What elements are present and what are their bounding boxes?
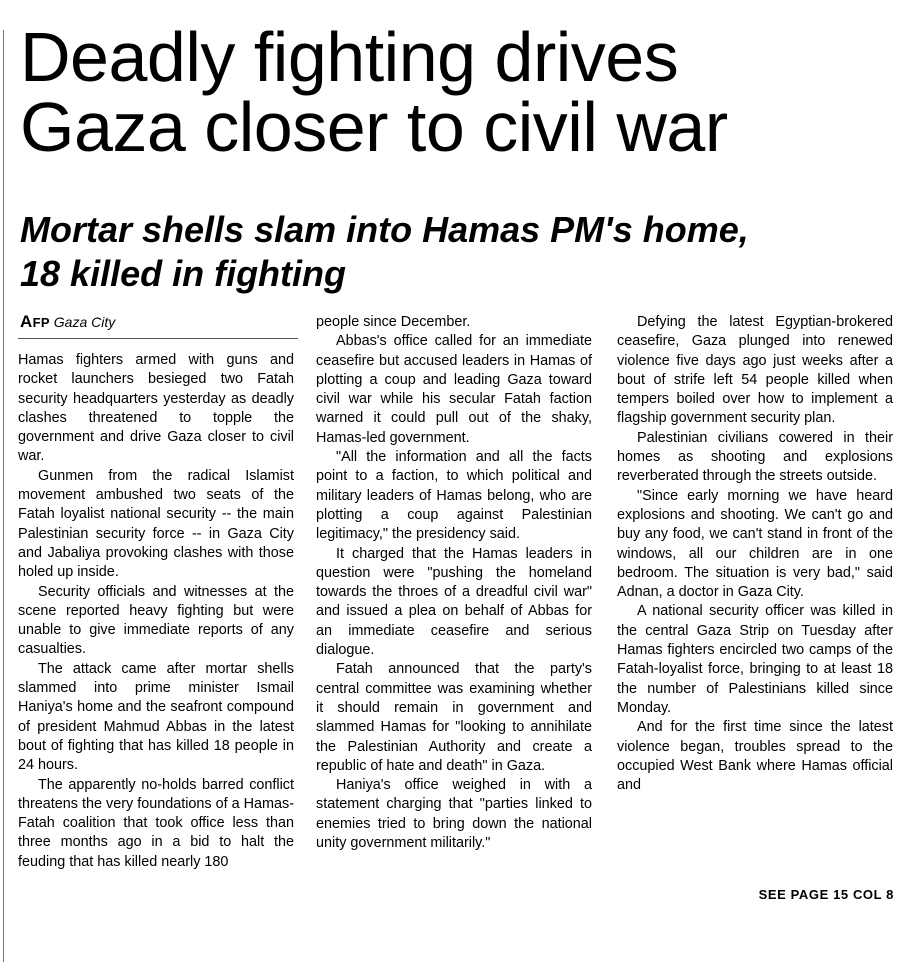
paragraph: Security officials and witnesses at the scene reported heavy fighting but were unable to give immediate reports of any casualties.	[18, 583, 294, 658]
paragraph: "Since early morning we have heard explosions and shooting. We can't go and buy any food, we can't stand in front of the windows, all our children are in one bedroom. The situation is very bad," said Adnan, a doctor in Gaza City.	[617, 487, 893, 601]
byline-agency-rest: FP	[32, 315, 50, 330]
article-column-2	[316, 313, 592, 853]
paragraph: people since December.	[316, 314, 471, 330]
headline	[20, 18, 900, 166]
paragraph: Gunmen from the radical Islamist movement ambushed two seats of the Fatah loyalist national security -- the main Palestinian security force -- in Gaza City and Jabaliya provoking clashes with those holed up inside.	[18, 467, 294, 581]
byline-rule	[18, 338, 298, 339]
byline-agency-initial: A	[20, 312, 33, 331]
subheadline-line-2: 18 killed in fighting	[20, 253, 347, 294]
paragraph: It charged that the Hamas leaders in question were "pushing the homeland towards the throes of a dreadful civil war" and issued a plea on behalf of Abbas for an immediate ceasefire and serious dialogue.	[316, 545, 592, 659]
subheadline-line-1: Mortar shells slam into Hamas PM's home,	[20, 209, 749, 250]
article-column-1	[18, 351, 294, 872]
paragraph: "All the information and all the facts point to a faction, to which political and military leaders of Hamas belong, who are plotting a coup against Palestinian legitimacy," the presidency said.	[316, 449, 592, 543]
headline-line-1: Deadly fighting drives	[20, 18, 679, 96]
paragraph: The attack came after mortar shells slammed into prime minister Ismail Haniya's home and the seafront compound of president Mahmud Abbas in the latest bout of fighting that has killed 18 people in 24 hours.	[18, 660, 294, 774]
article-column-3	[617, 313, 893, 795]
byline-dateline: Gaza City	[53, 314, 116, 330]
byline	[20, 312, 300, 333]
headline-line-2: Gaza closer to civil war	[20, 88, 728, 166]
paragraph: Defying the latest Egyptian-brokered ceasefire, Gaza plunged into renewed violence five days ago just weeks after a bout of strife left 54 people killed when tempers boiled over how to implement a flagship government security plan.	[617, 314, 893, 427]
left-margin-rule	[3, 30, 4, 962]
paragraph: Fatah announced that the party's central committee was examining whether it should remain in government and slammed Hamas for "looking to annihilate the Palestinian Authority and create a republic of hate and death" in Gaza.	[316, 661, 592, 774]
continuation-reference: SEE PAGE 15 COL 8	[758, 887, 894, 902]
byline-agency	[20, 314, 50, 330]
paragraph: Hamas fighters armed with guns and rocket launchers besieged two Fatah security headquarters yesterday as deadly clashes threatened to topple the government and drive Gaza closer to civil war.	[18, 352, 294, 465]
paragraph: A national security officer was killed in the central Gaza Strip on Tuesday after Hamas fighters encircled two camps of the Fatah-loyalist force, bringing to at least 18 the number of Palestinians killed since Monday.	[617, 603, 893, 716]
paragraph: Haniya's office weighed in with a statement charging that "parties linked to enemies tried to bring down the national unity government militarily."	[316, 777, 592, 852]
paragraph: And for the first time since the latest violence began, troubles spread to the occupied West Bank where Hamas official and	[617, 719, 893, 794]
paragraph: The apparently no-holds barred conflict threatens the very foundations of a Hamas-Fatah coalition that took office less than three months ago in a bid to halt the feuding that has killed nearly 180	[18, 776, 294, 870]
subheadline	[20, 208, 890, 296]
paragraph: Abbas's office called for an immediate ceasefire but accused leaders in Hamas of plotting a coup and leading Gaza toward civil war while his secular Fatah faction warned it could pull out of the shaky, Hamas-led government.	[316, 333, 592, 446]
paragraph: Palestinian civilians cowered in their homes as shooting and explosions reverberated through the streets outside.	[617, 429, 893, 485]
